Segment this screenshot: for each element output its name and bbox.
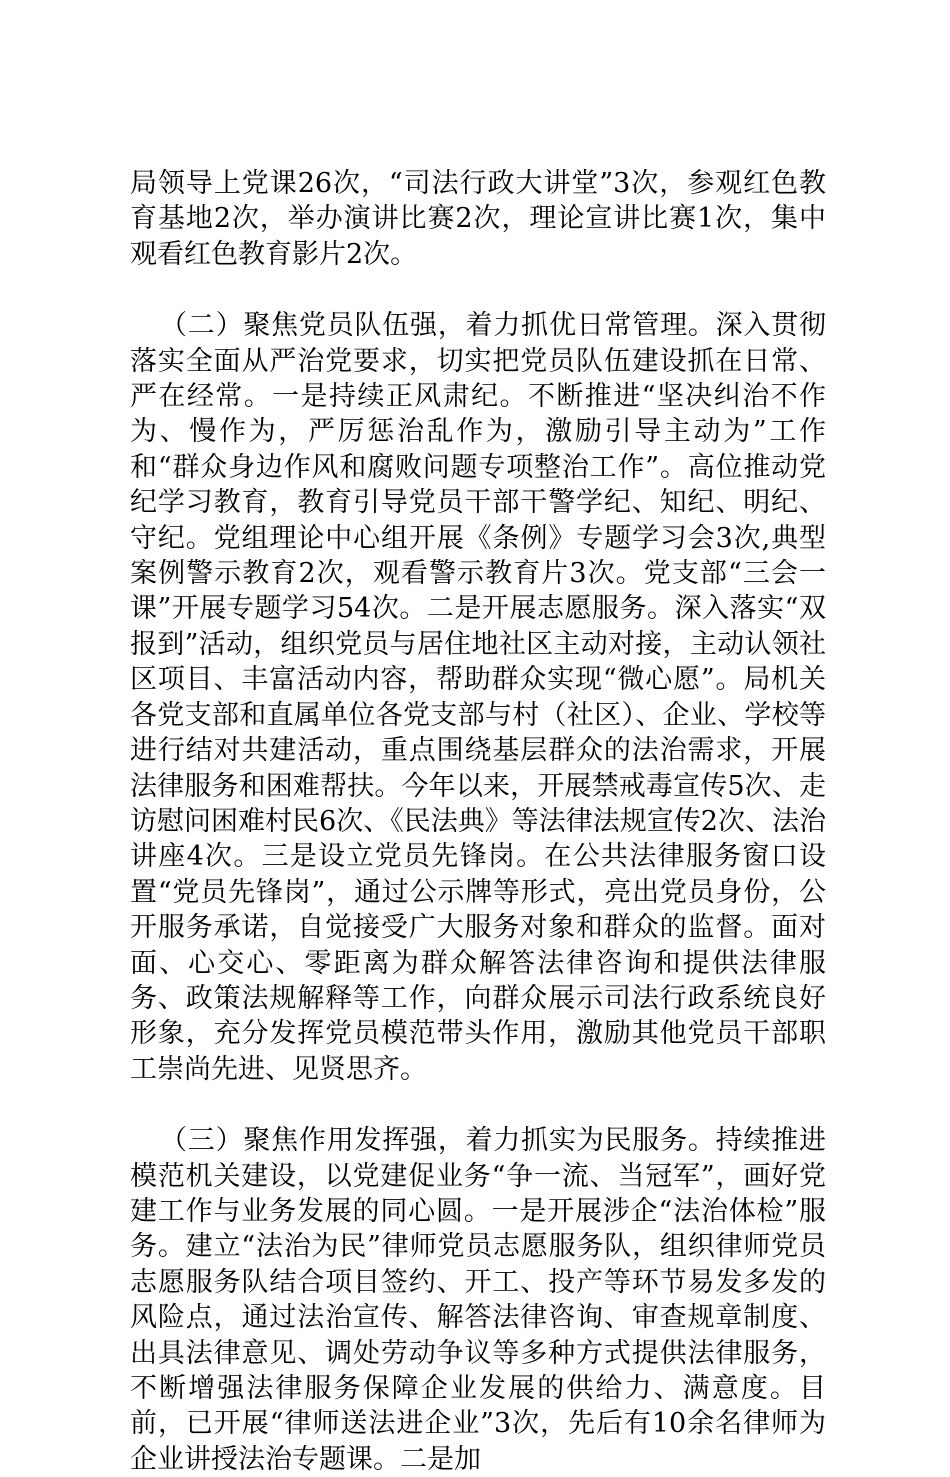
paragraph-1: 局领导上党课26次，“司法行政大讲堂”3次，参观红色教育基地2次，举办演讲比赛2次，理论宣讲比赛1次，集中观看红色教育影片2次。 bbox=[130, 168, 826, 270]
paragraph-3: （三）聚焦作用发挥强，着力抓实为民服务。持续推进模范机关建设，以党建促业务“争一流、当冠军”，画好党建工作与业务发展的同心圆。一是开展涉企“法治体检”服务。建立“法治为民”律师党员志愿服务队，组织律师党员志愿服务队结合项目签约、开工、投产等环节易发多发的风险点，通过法治宣传、解答法律咨询、审查规章制度、出具法律意见、调处劳动争议等多种方式提供法律服务，不断增强法律服务保障企业发展的供给力、满意度。目前，已开展“律师送法进企业”3次，先后有10余名律师为企业讲授法治专题课。二是加 bbox=[130, 1125, 826, 1475]
document-body bbox=[130, 166, 826, 1477]
paragraph-2: （二）聚焦党员队伍强，着力抓优日常管理。深入贯彻落实全面从严治党要求，切实把党员队伍建设抓在日常、严在经常。一是持续正风肃纪。不断推进“坚决纠治不作为、慢作为，严厉惩治乱作为，激励引导主动为”工作和“群众身边作风和腐败问题专项整治工作”。高位推动党纪学习教育，教育引导党员干部干警学纪、知纪、明纪、守纪。党组理论中心组开展《条例》专题学习会3次,典型案例警示教育2次，观看警示教育片3次。党支部“三会一课”开展专题学习54次。二是开展志愿服务。深入落实“双报到”活动，组织党员与居住地社区主动对接，主动认领社区项目、丰富活动内容，帮助群众实现“微心愿”。局机关各党支部和直属单位各党支部与村（社区）、企业、学校等进行结对共建活动，重点围绕基层群众的法治需求，开展法律服务和困难帮扶。今年以来，开展禁戒毒宣传5次、走访慰问困难村民6次、《民法典》等法律法规宣传2次、法治讲座4次。三是设立党员先锋岗。在公共法律服务窗口设置“党员先锋岗”，通过公示牌等形式，亮出党员身份，公开服务承诺，自觉接受广大服务对象和群众的监督。面对面、心交心、零距离为群众解答法律咨询和提供法律服务、政策法规解释等工作，向群众展示司法行政系统良好形象，充分发挥党员模范带头作用，激励其他党员干部职工崇尚先进、见贤思齐。 bbox=[130, 310, 826, 1085]
